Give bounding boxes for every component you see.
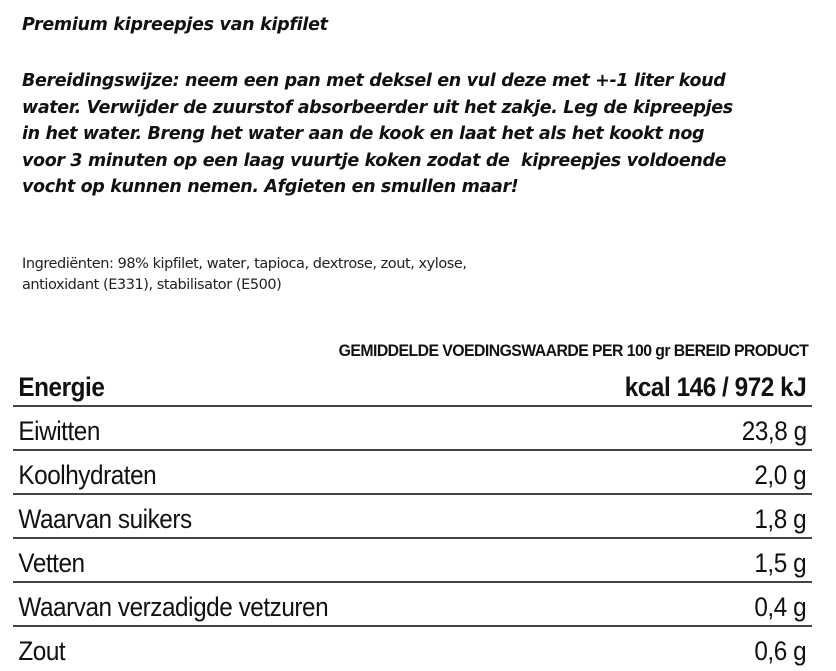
nutrient-label: Eiwitten xyxy=(18,416,100,446)
nutrition-row xyxy=(13,627,812,669)
nutrient-label: Energie xyxy=(18,372,105,402)
nutrition-row xyxy=(13,407,812,451)
nutrient-value: 0,6 g xyxy=(754,636,807,666)
product-title: Premium kipreepjes van kipfilet xyxy=(22,15,328,35)
nutrition-row xyxy=(13,451,812,495)
preparation-line: in het water. Breng het water aan de kook en laat het als het kookt nog xyxy=(22,124,705,144)
preparation-line: water. Verwijder de zuurstof absorbeerder uit het zakje. Leg de kipreepjes xyxy=(22,97,733,118)
preparation-line: voor 3 minuten op een laag vuurtje koken zodat de kipreepjes voldoende xyxy=(22,150,727,171)
preparation-line: vocht op kunnen nemen. Afgieten en smullen maar! xyxy=(22,177,519,197)
nutrient-value: kcal 146 / 972 kJ xyxy=(625,372,807,402)
nutrition-table xyxy=(13,338,812,669)
nutrient-value: 23,8 g xyxy=(741,416,807,446)
ingredients-line: Ingrediënten: 98% kipfilet, water, tapioca, dextrose, zout, xylose, xyxy=(22,256,467,272)
nutrition-row xyxy=(13,583,812,627)
ingredients-list xyxy=(22,254,467,296)
nutrient-label: Waarvan verzadigde vetzuren xyxy=(18,592,329,622)
ingredients-line: antioxidant (E331), stabilisator (E500) xyxy=(22,277,282,293)
preparation-instructions xyxy=(22,68,832,201)
nutrient-label: Zout xyxy=(18,636,66,666)
nutrient-label: Koolhydraten xyxy=(18,460,157,490)
nutrition-heading: GEMIDDELDE VOEDINGSWAARDE PER 100 gr BEREID PRODUCT xyxy=(338,341,809,360)
nutrient-value: 0,4 g xyxy=(754,592,807,622)
nutrition-row xyxy=(13,539,812,583)
nutrient-value: 2,0 g xyxy=(754,460,807,490)
nutrient-value: 1,8 g xyxy=(754,504,807,534)
preparation-line: Bereidingswijze: neem een pan met deksel en vul deze met +-1 liter koud xyxy=(22,71,726,91)
nutrition-row xyxy=(13,495,812,539)
nutrient-label: Vetten xyxy=(18,548,85,578)
nutrition-row-energy xyxy=(13,364,812,407)
nutrient-label: Waarvan suikers xyxy=(18,504,192,534)
nutrient-value: 1,5 g xyxy=(754,548,807,578)
